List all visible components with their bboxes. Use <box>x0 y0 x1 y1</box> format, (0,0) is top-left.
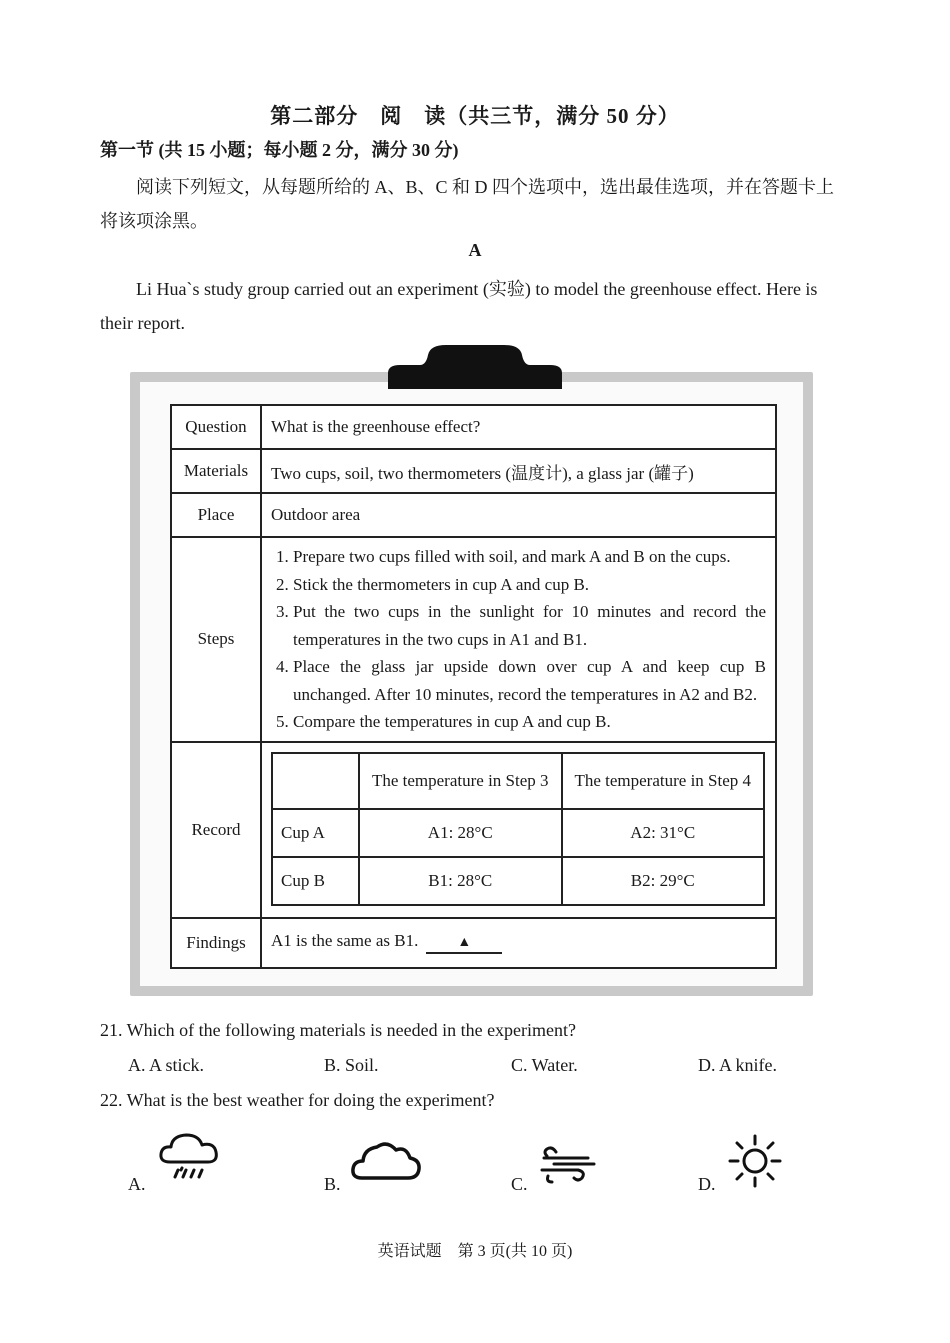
sun-icon <box>726 1132 784 1190</box>
record-step4: A2: 31°C <box>562 809 765 857</box>
place-label: Place <box>171 493 261 537</box>
step-item: 1. Prepare two cups filled with soil, and mark A and B on the cups. <box>293 543 766 571</box>
rain-cloud-icon <box>156 1130 224 1184</box>
wind-icon <box>538 1140 598 1184</box>
step-item: 5. Compare the temperatures in cup A and cup B. <box>293 708 766 736</box>
question-21-stem: 21. Which of the following materials is needed in the experiment? <box>100 1020 577 1040</box>
question-22-stem: 22. What is the best weather for doing the experiment? <box>100 1090 495 1110</box>
steps-cell <box>261 537 776 742</box>
question-label: Question <box>171 405 261 449</box>
findings-text: A1 is the same as B1. <box>271 931 419 950</box>
question-21-option-b: B. Soil. <box>324 1055 379 1075</box>
step-item: 3. Put the two cups in the sunlight for 10 minutes and record the temperatures in the two cups in A1 and B1. <box>293 598 766 653</box>
step-item: 4. Place the glass jar upside down over cup A and keep cup B unchanged. After 10 minutes, record the temperatures in A2 and B2. <box>293 653 766 708</box>
passage-intro: Li Hua`s study group carried out an experiment (实验) to model the greenhouse effect. Here is their report. <box>100 279 818 333</box>
question-21-option-a: A. A stick. <box>128 1055 205 1075</box>
passage-label: A <box>468 240 482 260</box>
place-value: Outdoor area <box>261 493 776 537</box>
table-row <box>272 857 764 905</box>
steps-list <box>263 539 774 740</box>
record-table <box>271 752 765 906</box>
record-step4: B2: 29°C <box>562 857 765 905</box>
question-value: What is the greenhouse effect? <box>261 405 776 449</box>
question-22-option-a: A. <box>128 1174 146 1194</box>
record-head-blank <box>272 753 359 809</box>
record-cup: Cup B <box>272 857 359 905</box>
findings-value <box>261 918 776 968</box>
record-cup: Cup A <box>272 809 359 857</box>
materials-value: Two cups, soil, two thermometers (温度计), a glass jar (罐子) <box>261 449 776 493</box>
steps-label: Steps <box>171 537 261 742</box>
question-22-option-d: D. <box>698 1174 716 1194</box>
report-table <box>170 404 777 969</box>
clipboard-clip-icon <box>386 343 564 389</box>
part-title: 第二部分 阅 读（共三节，满分 50 分） <box>270 104 680 128</box>
table-row <box>272 809 764 857</box>
instructions: 阅读下列短文，从每题所给的 A、B、C 和 D 四个选项中，选出最佳选项，并在答题卡上将该项涂黑。 <box>100 177 835 231</box>
question-22-option-c: C. <box>511 1174 528 1194</box>
record-step3: B1: 28°C <box>359 857 562 905</box>
step-item: 2. Stick the thermometers in cup A and cup B. <box>293 571 766 599</box>
record-cell <box>261 742 776 918</box>
record-head-step3: The temperature in Step 3 <box>359 753 562 809</box>
record-label: Record <box>171 742 261 918</box>
record-head-step4: The temperature in Step 4 <box>562 753 765 809</box>
findings-label: Findings <box>171 918 261 968</box>
question-21-option-d: D. A knife. <box>698 1055 777 1075</box>
section-heading: 第一节 (共 15 小题；每小题 2 分，满分 30 分) <box>100 140 459 160</box>
question-21-option-c: C. Water. <box>511 1055 578 1075</box>
findings-blank: ▲ <box>426 934 502 954</box>
question-22-option-b: B. <box>324 1174 341 1194</box>
cloud-icon <box>350 1136 422 1182</box>
materials-label: Materials <box>171 449 261 493</box>
page-footer: 英语试题 第 3 页(共 10 页) <box>377 1243 573 1260</box>
record-step3: A1: 28°C <box>359 809 562 857</box>
